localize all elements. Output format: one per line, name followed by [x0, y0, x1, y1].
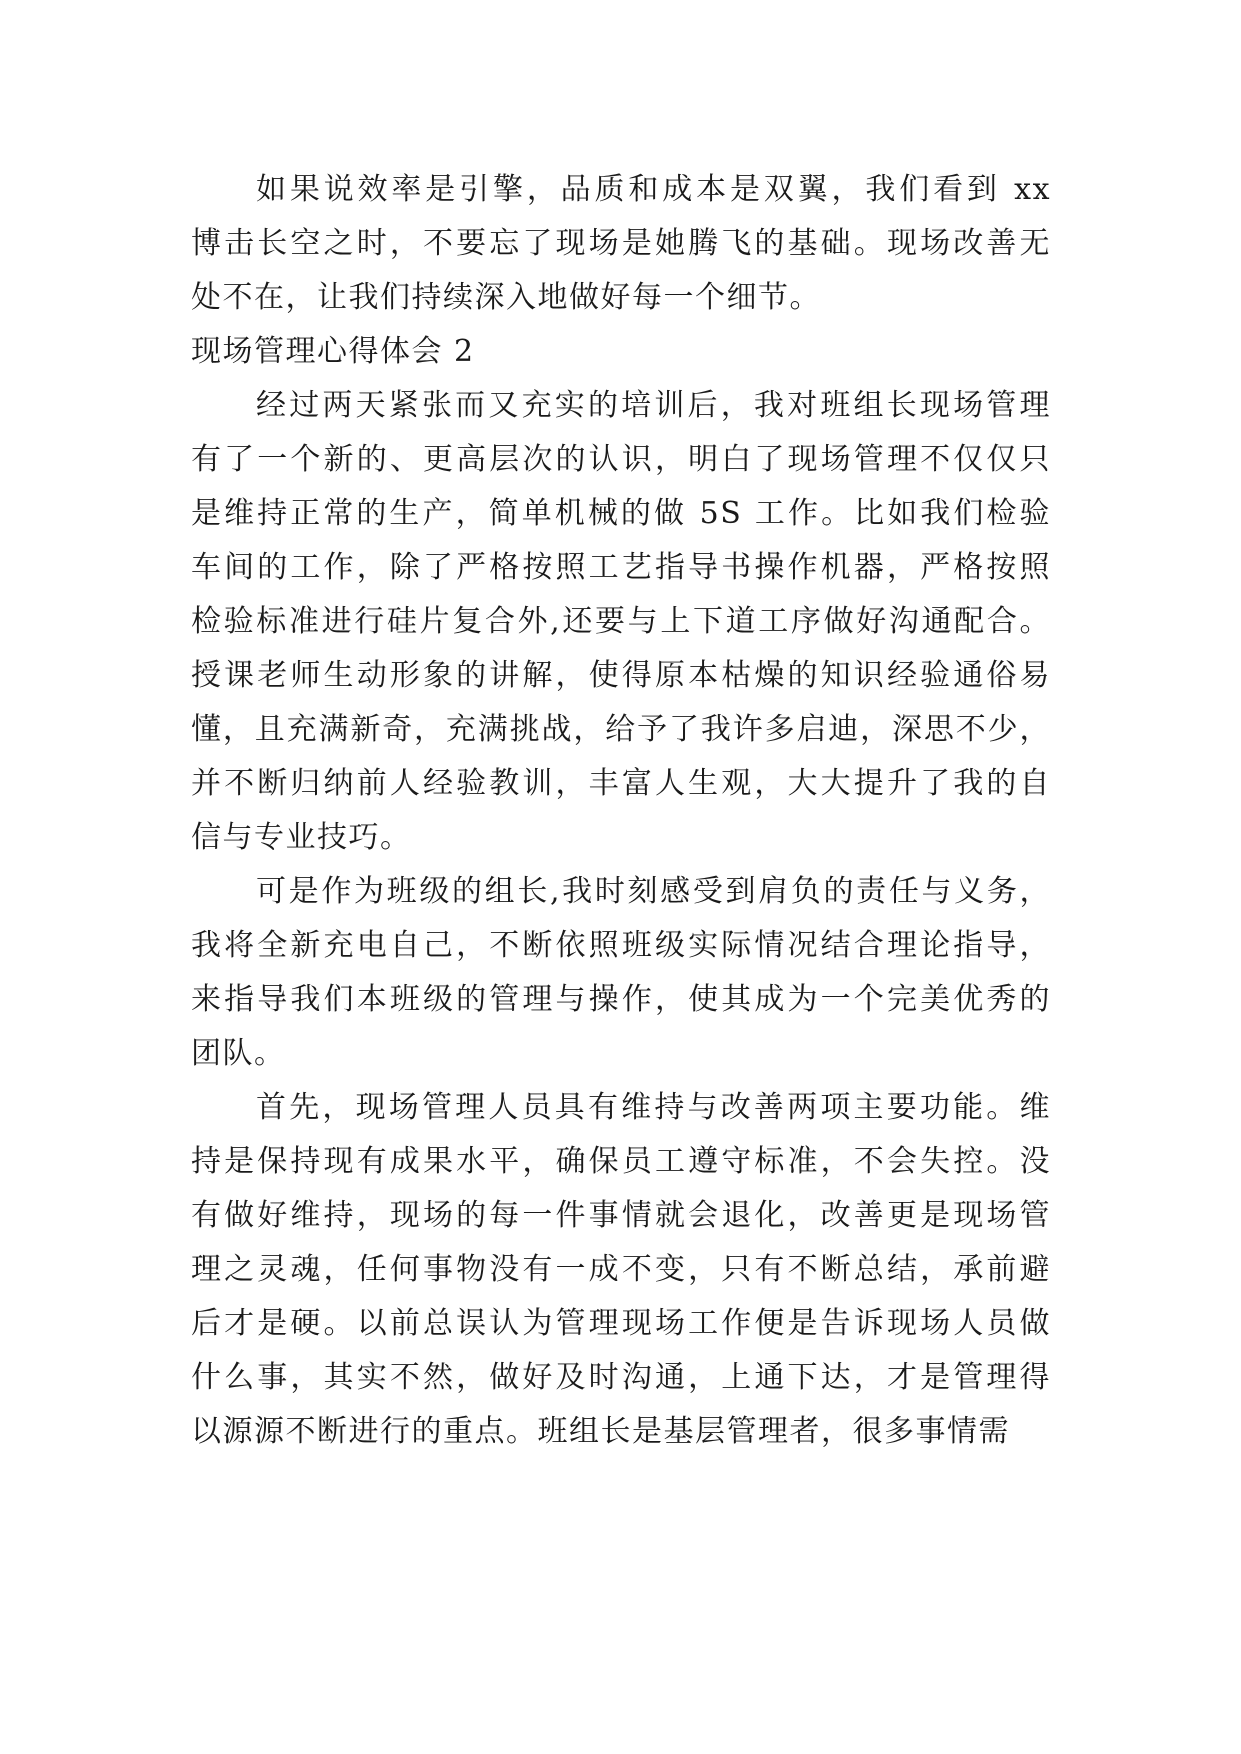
- paragraph-line: 懂，且充满新奇，充满挑战，给予了我许多启迪，深思不少，: [191, 712, 1051, 747]
- paragraph-line: 经过两天紧张而又充实的培训后，我对班组长现场管理: [256, 388, 1051, 423]
- paragraph-line: 首先，现场管理人员具有维持与改善两项主要功能。维: [256, 1090, 1051, 1125]
- paragraph-line: 有了一个新的、更高层次的认识，明白了现场管理不仅仅只: [191, 442, 1051, 477]
- paragraph-line: 后才是硬。以前总误认为管理现场工作便是告诉现场人员做: [191, 1306, 1051, 1341]
- paragraph-line: 授课老师生动形象的讲解，使得原本枯燥的知识经验通俗易: [191, 658, 1051, 693]
- paragraph-line: 如果说效率是引擎，品质和成本是双翼，我们看到 xx: [256, 172, 1051, 207]
- paragraph-line: 持是保持现有成果水平，确保员工遵守标准，不会失控。没: [191, 1144, 1051, 1179]
- paragraph-line: 来指导我们本班级的管理与操作，使其成为一个完美优秀的: [191, 982, 1051, 1017]
- paragraph-line: 理之灵魂，任何事物没有一成不变，只有不断总结，承前避: [191, 1252, 1051, 1287]
- paragraph-line: 什么事，其实不然，做好及时沟通，上通下达，才是管理得: [191, 1360, 1051, 1395]
- paragraph-line: 处不在，让我们持续深入地做好每一个细节。: [191, 280, 821, 315]
- paragraph-line: 车间的工作，除了严格按照工艺指导书操作机器，严格按照: [191, 550, 1051, 585]
- paragraph-line: 团队。: [191, 1036, 286, 1071]
- paragraph-line: 有做好维持，现场的每一件事情就会退化，改善更是现场管: [191, 1198, 1051, 1233]
- paragraph-line: 博击长空之时，不要忘了现场是她腾飞的基础。现场改善无: [191, 226, 1051, 261]
- paragraph-line: 是维持正常的生产，简单机械的做 5S 工作。比如我们检验: [191, 496, 1051, 531]
- paragraph-line: 我将全新充电自己，不断依照班级实际情况结合理论指导，: [191, 928, 1051, 963]
- section-heading: 现场管理心得体会 2: [191, 334, 475, 369]
- document-body: [191, 163, 1051, 1459]
- paragraph-line: 可是作为班级的组长,我时刻感受到肩负的责任与义务，: [256, 874, 1051, 909]
- paragraph-line: 以源源不断进行的重点。班组长是基层管理者，很多事情需: [191, 1414, 1010, 1449]
- paragraph-line: 并不断归纳前人经验教训，丰富人生观，大大提升了我的自: [191, 766, 1051, 801]
- paragraph-line: 信与专业技巧。: [191, 820, 412, 855]
- paragraph-line: 检验标准进行硅片复合外,还要与上下道工序做好沟通配合。: [191, 604, 1051, 639]
